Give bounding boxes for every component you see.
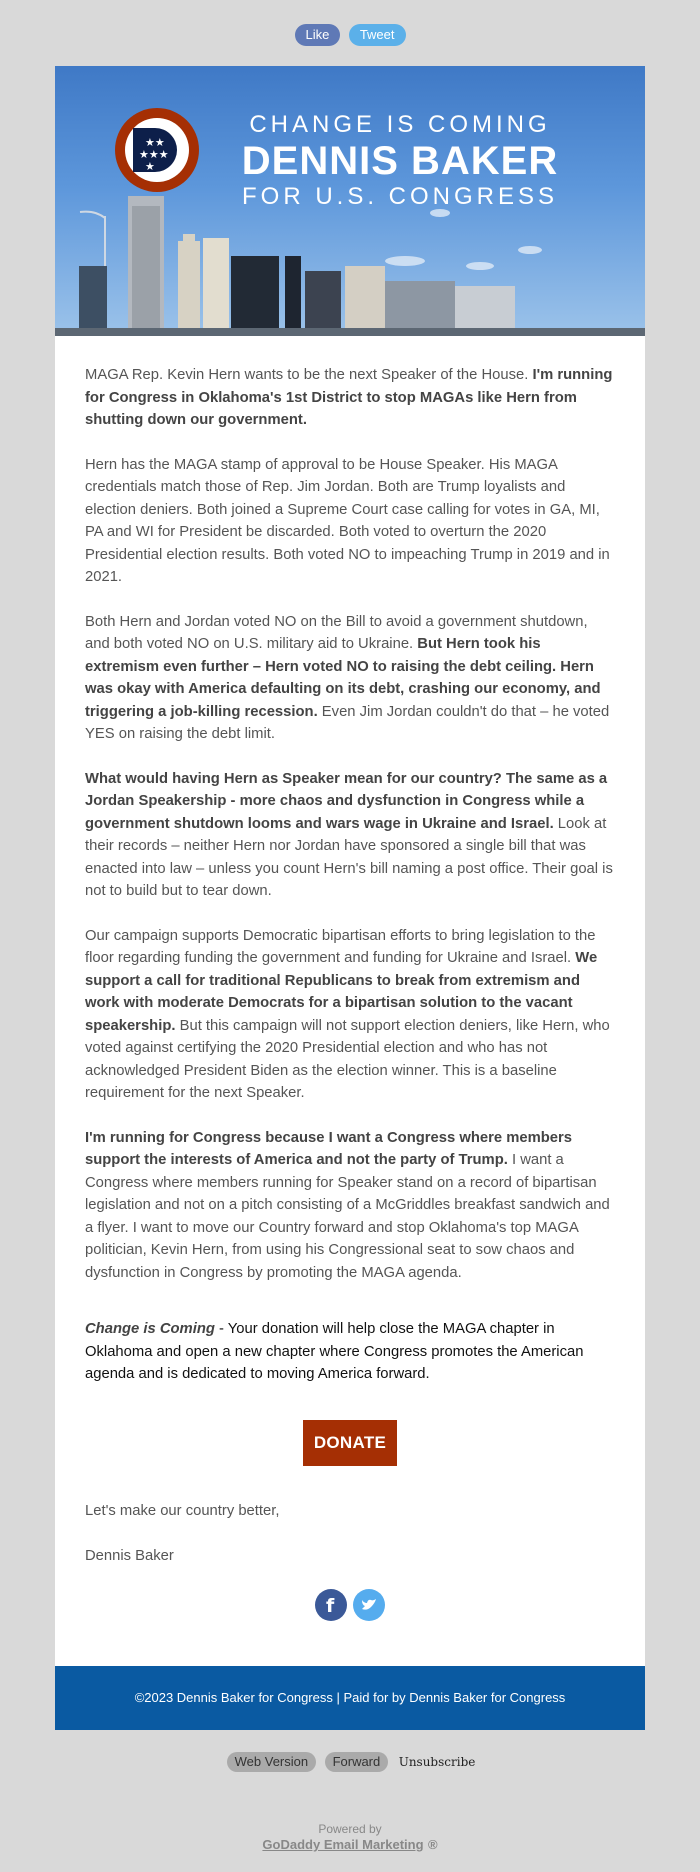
donate-wrapper <box>85 1420 615 1467</box>
footer-bar: ©2023 Dennis Baker for Congress | Paid for by Dennis Baker for Congress <box>55 1666 645 1730</box>
paragraph-4: What would having Hern as Speaker mean for our country? The same as a Jordan Speakership - more chaos and dysfunction in Congress while a government shutdown looms and wars wage in Ukraine and Israel. Look at their records – neither Hern nor Jordan have sponsored a single bill that was enacted into law – unless you count Hern's bill naming a post office. Their goal is not to build but to tear down. <box>85 770 613 899</box>
powered-by <box>0 1822 700 1854</box>
paragraph-3: Both Hern and Jordan voted NO on the Bill to avoid a government shutdown, and both voted NO on U.S. military aid to Ukraine. But Hern took his extremism even further – Hern voted NO to raising the debt ceiling. Hern was okay with America defaulting on its debt, crashing our economy, and triggering a job-killing recession. Even Jim Jordan couldn't do that – he voted YES on raising the debt limit. <box>85 613 610 742</box>
social-share-bar <box>0 24 700 46</box>
email-card <box>55 66 645 1730</box>
campaign-logo <box>115 108 199 192</box>
svg-text:f: f <box>325 1595 335 1617</box>
facebook-like-button[interactable]: Like <box>295 24 341 46</box>
twitter-icon[interactable] <box>353 1589 385 1621</box>
powered-by-label: Powered by <box>318 1822 382 1836</box>
signature: Dennis Baker <box>85 1547 174 1564</box>
svg-text:★: ★ <box>145 160 155 173</box>
svg-text:★★: ★★ <box>145 136 165 149</box>
hero-tagline: CHANGE IS COMING <box>249 111 551 138</box>
tweet-button[interactable]: Tweet <box>349 24 406 46</box>
godaddy-link[interactable]: GoDaddy Email Marketing <box>262 1837 424 1852</box>
paragraph-6: I'm running for Congress because I want a Congress where members support the interests of America and not the party of Trump. I want a Congress where members running for Speaker stand on a record of bipartisan legislation and not on a pitch consisting of a McGriddles breakfast sandwich and a flyer. I want to move our Country forward and stop Oklahoma's top MAGA politician, Kevin Hern, from using his Congressional seat to sow chaos and dysfunction in Congress by promoting the MAGA agenda. <box>85 1129 610 1281</box>
paragraph-1: MAGA Rep. Kevin Hern wants to be the next Speaker of the House. I'm running for Congress in Oklahoma's 1st District to stop MAGAs like Hern from shutting down our government. <box>85 367 613 428</box>
hero-office: FOR U.S. CONGRESS <box>241 183 559 210</box>
candidate-name: DENNIS BAKER <box>241 139 559 183</box>
unsubscribe-link[interactable]: Unsubscribe <box>398 1755 476 1769</box>
email-body <box>55 336 645 1621</box>
paragraph-7: Change is Coming - Your donation will help close the MAGA chapter in Oklahoma and open a new chapter where Congress promotes the American agenda and is dedicated to moving America forward. <box>85 1321 584 1382</box>
svg-text:★★★: ★★★ <box>139 148 169 161</box>
registered-mark: ® <box>427 1837 438 1852</box>
hero-title <box>240 111 560 211</box>
email-links <box>0 1752 700 1772</box>
signoff-line: Let's make our country better, <box>85 1503 280 1519</box>
web-version-link[interactable]: Web Version <box>227 1752 316 1772</box>
paragraph-5: Our campaign supports Democratic bipartisan efforts to bring legislation to the floor regarding funding the government and funding for Ukraine and Israel. We support a call for traditional Republicans to break from extremism and work with moderate Democrats for a bipartisan solution to the vacant speakership. But this campaign will not support election deniers, like Hern, who voted against certifying the 2020 Presidential election and who has not acknowledged President Biden as the election winner. This is a baseline requirement for the next Speaker. <box>85 927 610 1101</box>
hero-banner <box>55 66 645 336</box>
paragraph-2: Hern has the MAGA stamp of approval to be House Speaker. His MAGA credentials match those of Rep. Jim Jordan. Both are Trump loyalists and election deniers. Both joined a Supreme Court case calling for votes in GA, MI, PA and WI for President be discarded. Both voted to overturn the 2020 Presidential election results. Both voted NO to impeaching Trump in 2019 and in 2021. <box>85 456 610 585</box>
facebook-icon[interactable] <box>315 1589 347 1621</box>
donate-button[interactable]: DONATE <box>303 1420 397 1467</box>
social-follow <box>85 1589 615 1621</box>
forward-link[interactable]: Forward <box>325 1752 389 1772</box>
